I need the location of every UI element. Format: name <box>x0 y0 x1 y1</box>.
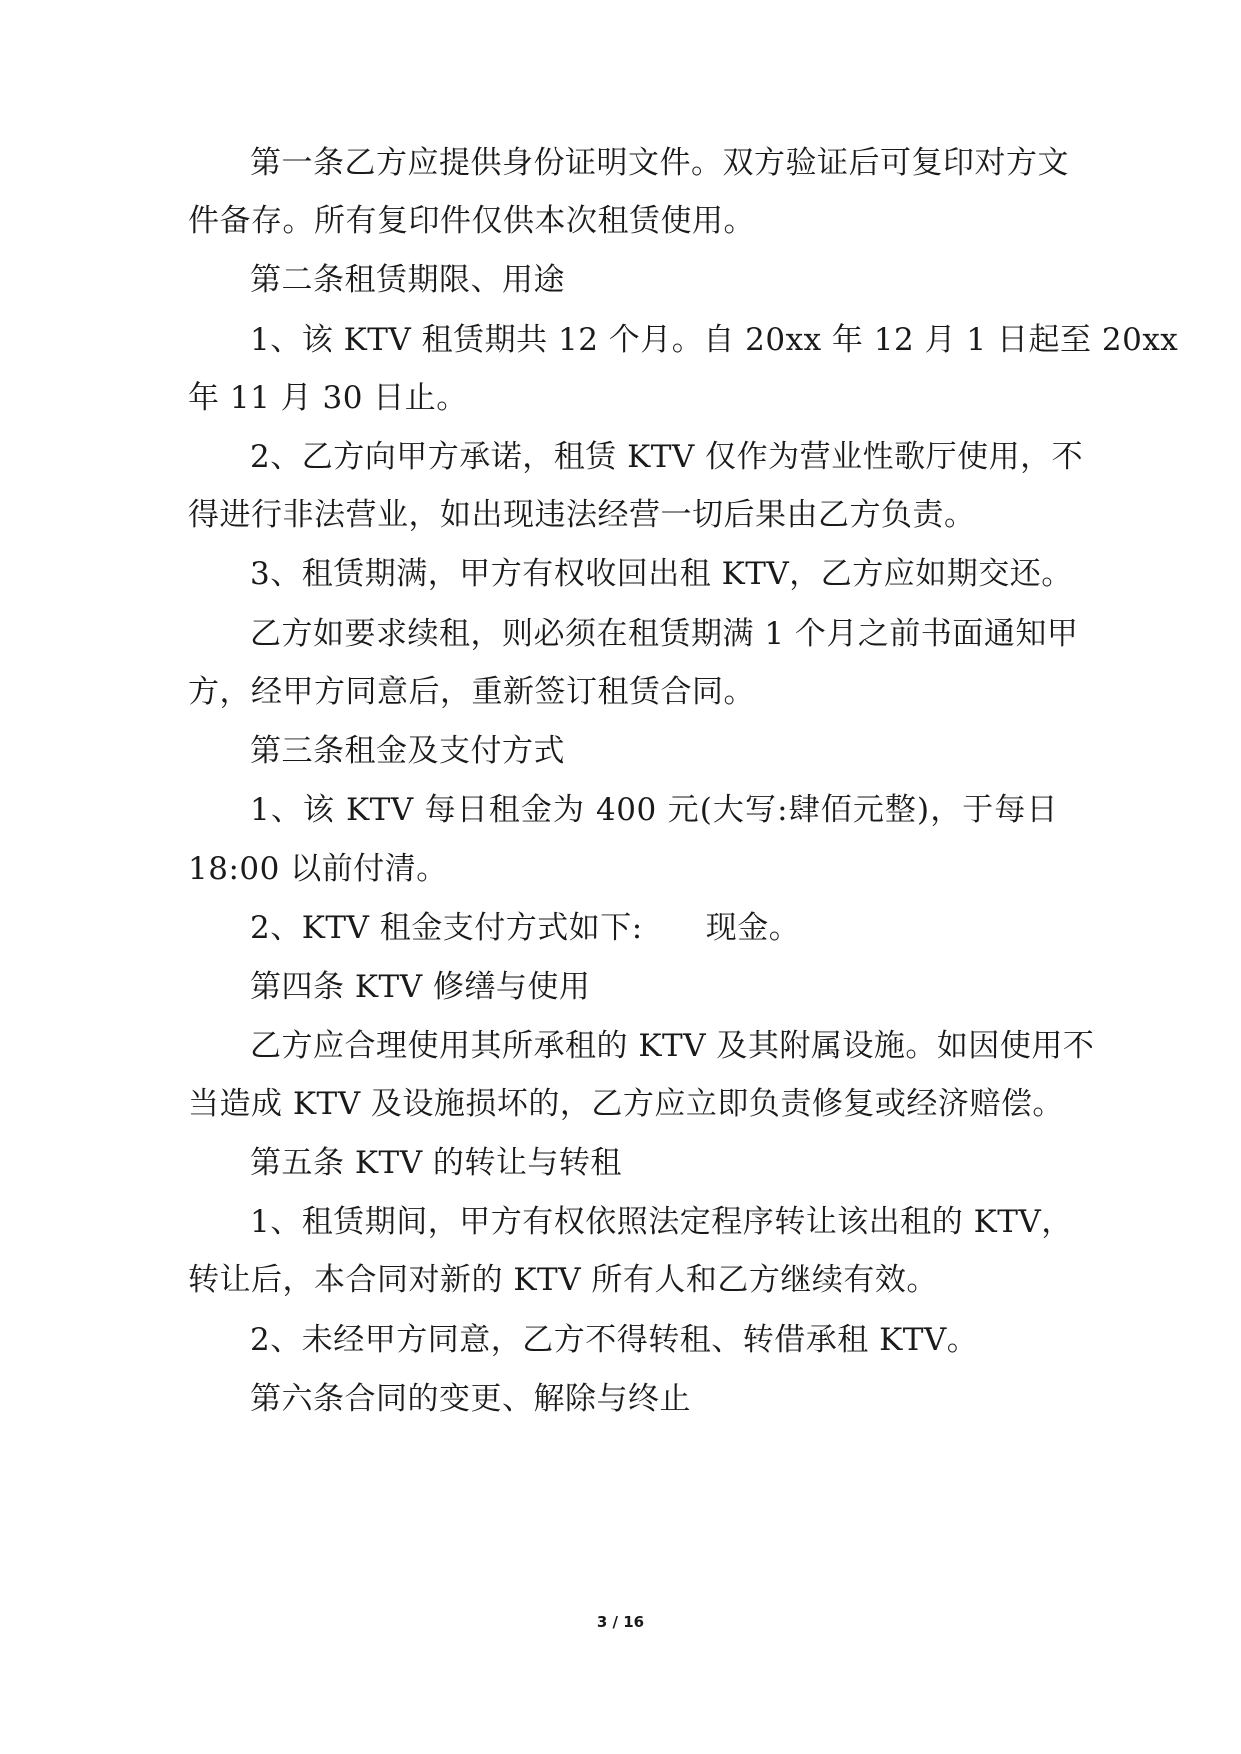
paragraph-line-21: 2、未经甲方同意，乙方不得转租、转借承租 KTV。 <box>250 1322 979 1358</box>
paragraph-line-8: 3、租赁期满，甲方有权收回出租 KTV，乙方应如期交还。 <box>250 556 1073 592</box>
paragraph-line-19: 1、租赁期间，甲方有权依照法定程序转让该出租的 KTV， <box>250 1204 1073 1240</box>
page-number: 3 / 16 <box>596 1613 645 1631</box>
paragraph-line-12: 1、该 KTV 每日租金为 400 元(大写:肆佰元整)，于每日 <box>250 792 1058 828</box>
section-heading-2: 第二条租赁期限、用途 <box>250 262 565 298</box>
paragraph-line-1: 第一条乙方应提供身份证明文件。双方验证后可复印对方文 <box>250 145 1069 181</box>
paragraph-line-14: 2、KTV 租金支付方式如下: 现金。 <box>250 910 801 946</box>
paragraph-line-10: 方，经甲方同意后，重新签订租赁合同。 <box>188 674 755 710</box>
paragraph-line-7: 得进行非法营业，如出现违法经营一切后果由乙方负责。 <box>188 497 976 533</box>
paragraph-line-6: 2、乙方向甲方承诺，租赁 KTV 仅作为营业性歌厅使用，不 <box>250 439 1084 475</box>
paragraph-line-13: 18:00 以前付清。 <box>188 851 448 887</box>
paragraph-line-20: 转让后，本合同对新的 KTV 所有人和乙方继续有效。 <box>188 1262 938 1298</box>
section-heading-5: 第五条 KTV 的转让与转租 <box>250 1145 622 1181</box>
paragraph-line-5: 年 11 月 30 日止。 <box>188 380 468 416</box>
paragraph-line-4: 1、该 KTV 租赁期共 12 个月。自 20xx 年 12 月 1 日起至 20xx <box>250 322 1179 358</box>
section-heading-6: 第六条合同的变更、解除与终止 <box>250 1381 691 1417</box>
paragraph-line-9: 乙方如要求续租，则必须在租赁期满 1 个月之前书面通知甲 <box>250 616 1079 652</box>
section-heading-3: 第三条租金及支付方式 <box>250 733 565 769</box>
paragraph-line-17: 当造成 KTV 及设施损坏的，乙方应立即负责修复或经济赔偿。 <box>188 1086 1064 1122</box>
paragraph-line-2: 件备存。所有复印件仅供本次租赁使用。 <box>188 203 755 239</box>
section-heading-4: 第四条 KTV 修缮与使用 <box>250 969 591 1005</box>
paragraph-line-16: 乙方应合理使用其所承租的 KTV 及其附属设施。如因使用不 <box>250 1028 1095 1064</box>
